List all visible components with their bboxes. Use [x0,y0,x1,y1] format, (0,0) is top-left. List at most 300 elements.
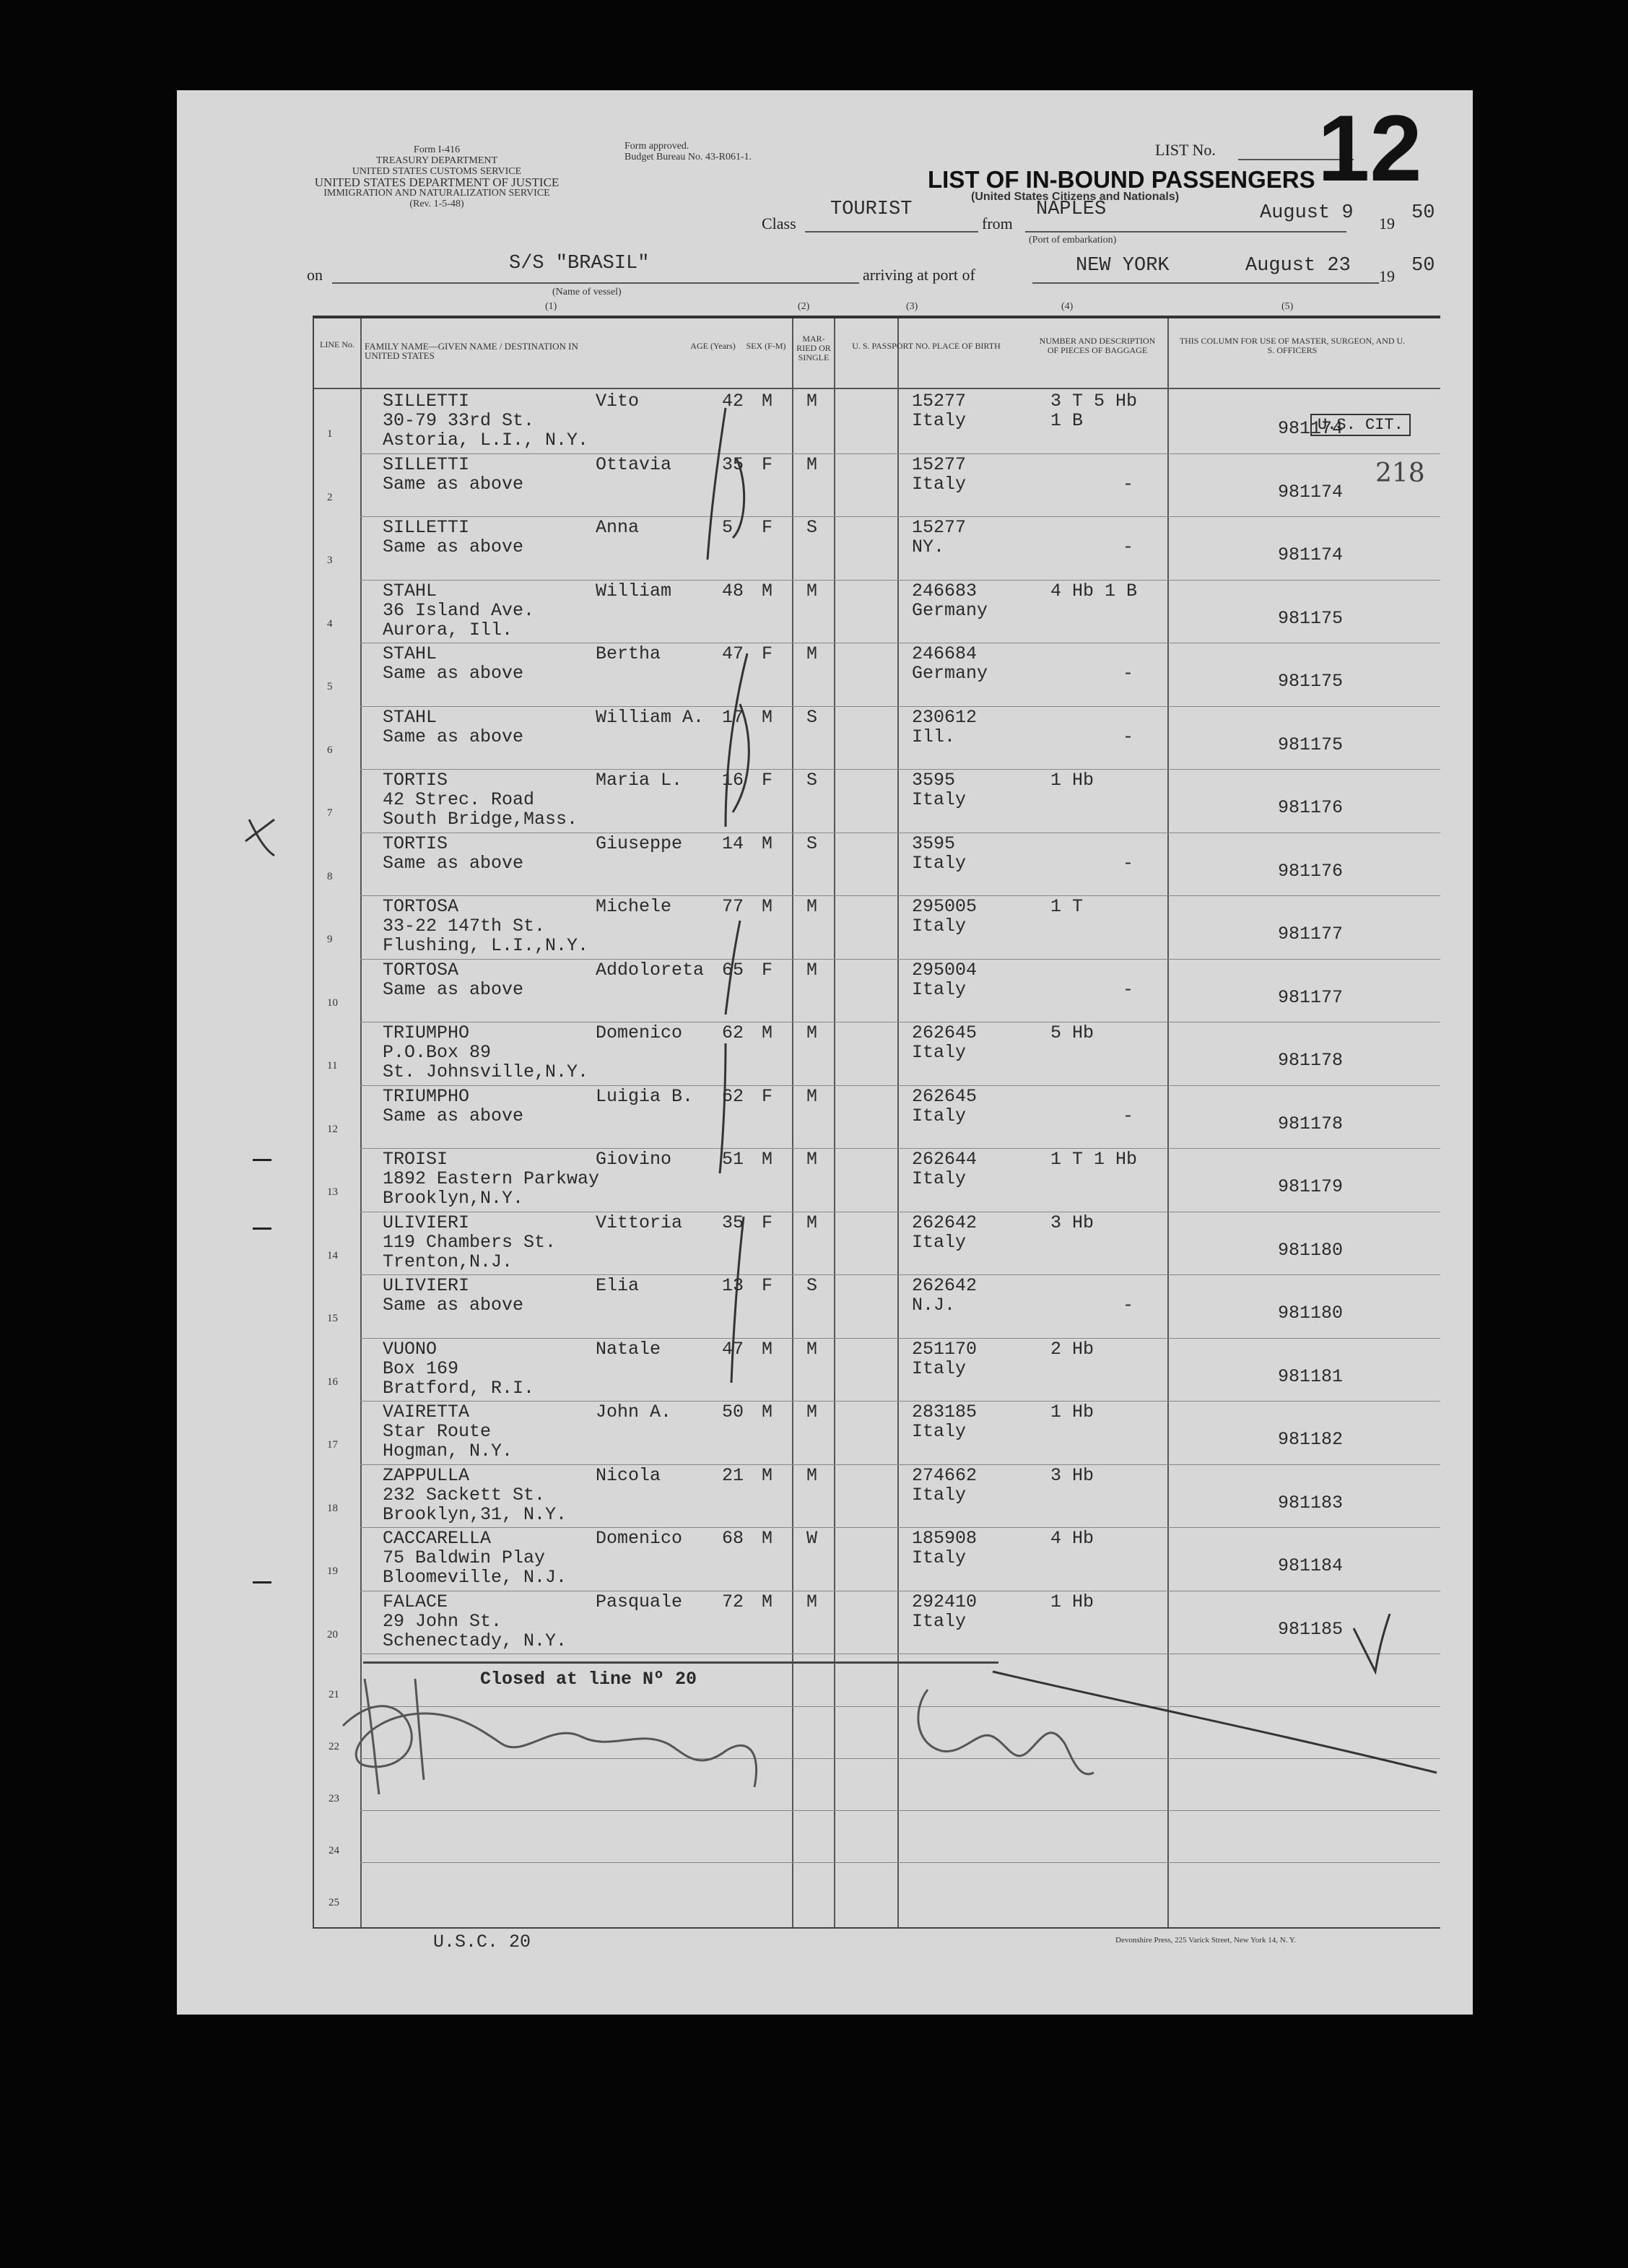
officer-number: 981174 [1278,481,1344,503]
arrival-date: August 23 [1245,255,1351,277]
col-head-passport: U. S. PASSPORT NO. PLACE OF BIRTH [852,341,1001,351]
passport-number: 15277 [912,453,967,475]
place-of-birth: Italy [912,410,967,431]
baggage-line-2: - [1123,1105,1134,1126]
place-of-birth: Italy [912,1042,967,1063]
passport-number: 262644 [912,1149,978,1170]
passenger-age: 16 [722,770,744,791]
passport-number: 283185 [912,1402,978,1422]
embark-caption: (Port of embarkation) [1029,235,1117,246]
line-number: 20 [327,1628,338,1641]
place-of-birth: Italy [912,1610,967,1632]
line-number: 25 [328,1897,339,1908]
line-number: 6 [327,744,333,756]
dept-justice: UNITED STATES DEPARTMENT OF JUSTICE [314,175,560,189]
list-no-label: LIST No. [1155,141,1216,159]
marital-status: S [806,770,818,791]
officer-number: 981180 [1278,1239,1344,1261]
passenger-given-name: Elia [596,1275,640,1296]
place-of-birth: Italy [912,789,967,810]
destination-address: Same as above [383,536,524,557]
passenger-age: 51 [722,1149,744,1170]
passenger-surname: SILLETTI [383,453,470,475]
table-row [314,1086,1440,1150]
table-row [314,896,1440,960]
passenger-given-name: Vito [596,391,640,412]
passenger-surname: SILLETTI [383,391,470,412]
citizen-stamp: U.S. CIT. [1310,414,1411,436]
dept-treasury: TREASURY DEPARTMENT [375,155,498,166]
header-divider [314,388,1440,389]
passenger-surname: STAHL [383,580,438,601]
passenger-sex: F [762,453,773,475]
list-subtitle: (United States Citizens and Nationals) [971,191,1180,203]
footer-printer: Devonshire Press, 225 Varick Street, New York 14, N. Y. [1115,1936,1297,1945]
destination-city: Trenton,N.J. [383,1251,513,1272]
line-number: 15 [327,1313,338,1324]
passenger-surname: TORTOSA [383,896,459,917]
closing-note: Closed at line Nº 20 [480,1669,697,1690]
passport-number: 262642 [912,1275,978,1296]
form-number: Form I-416 [413,144,461,155]
passenger-age: 62 [722,1022,744,1043]
place-of-birth: Italy [912,978,967,1000]
passenger-sex: F [762,643,773,664]
line-number: 3 [327,555,333,566]
passenger-sex: M [762,1149,773,1170]
line-number: 5 [327,681,333,692]
destination-address: 30-79 33rd St. [383,410,535,431]
budget-bureau-line: Budget Bureau No. 43-R061-1. [624,152,752,162]
colnum-3: (3) [906,301,918,312]
passenger-age: 5 [722,517,734,538]
passenger-surname: TRIUMPHO [383,1085,470,1107]
marital-status: W [806,1528,818,1549]
marital-status: M [806,1338,818,1360]
officer-number: 981180 [1278,1303,1344,1324]
col-head-line: LINE No. [320,339,354,349]
table-row [314,1149,1440,1212]
marital-status: S [806,1275,818,1296]
place-of-birth: Italy [912,473,967,495]
empty-table-row [314,1810,1440,1862]
line-number: 10 [327,996,338,1009]
officer-number: 981178 [1278,1050,1344,1071]
passenger-surname: STAHL [383,706,438,728]
place-of-birth: Italy [912,1168,967,1189]
baggage-line-1: 4 Hb 1 B [1050,580,1138,601]
table-row [314,707,1440,770]
passenger-given-name: Pasquale [596,1591,683,1612]
passenger-age: 47 [722,643,744,664]
passenger-sex: M [762,1591,773,1612]
line-number: 12 [327,1123,338,1135]
passenger-given-name: Natale [596,1338,661,1360]
passenger-sex: M [762,1402,773,1422]
place-of-birth: Germany [912,663,988,684]
place-of-birth: Ill. [912,726,956,747]
passport-number: 262645 [912,1085,978,1107]
destination-address: 119 Chambers St. [383,1231,557,1253]
passenger-sex: F [762,770,773,791]
passenger-sex: M [762,1528,773,1549]
departure-date: August 9 [1260,202,1354,224]
destination-address: Same as above [383,978,524,1000]
passenger-surname: TORTOSA [383,959,459,981]
col-head-married: MAR-RIED OR SINGLE [796,334,831,362]
passenger-sex: M [762,896,773,917]
passport-number: 295005 [912,896,978,917]
passenger-given-name: Anna [596,517,640,538]
passenger-age: 42 [722,391,744,412]
closing-rule [363,1661,998,1664]
officer-number: 981178 [1278,1113,1344,1134]
line-number: 19 [327,1565,338,1577]
passport-number: 15277 [912,391,967,412]
marital-status: M [806,1212,818,1233]
on-label: on [307,266,323,284]
baggage-line-1: 1 Hb [1050,1591,1094,1612]
passport-number: 185908 [912,1528,978,1549]
passenger-age: 35 [722,1212,744,1233]
passenger-given-name: Addoloreta [596,959,705,981]
vessel-name: S/S "BRASIL" [509,253,650,274]
destination-city: Bratford, R.I. [383,1377,535,1399]
place-of-birth: Italy [912,916,967,937]
table-row [314,454,1440,518]
passenger-given-name: Bertha [596,643,661,664]
officer-number: 981181 [1278,1365,1344,1387]
destination-city: Schenectady, N.Y. [383,1630,567,1651]
destination-address: 29 John St. [383,1610,502,1632]
passenger-surname: VAIRETTA [383,1402,470,1422]
passenger-age: 35 [722,453,744,475]
passenger-table [313,316,1440,1929]
col-head-age: AGE (Years) [690,341,736,351]
line-number: 9 [327,934,333,945]
destination-address: 42 Strec. Road [383,789,535,810]
destination-address: Star Route [383,1421,492,1442]
passenger-sex: M [762,1338,773,1360]
destination-city: Brooklyn,N.Y. [383,1188,524,1209]
col-head-baggage: NUMBER AND DESCRIPTION OF PIECES OF BAGGAGE [1039,336,1156,355]
place-of-birth: Germany [912,599,988,621]
passenger-sex: F [762,1085,773,1107]
table-row [314,581,1440,644]
line-number: 14 [327,1249,338,1261]
footer-usc: U.S.C. 20 [433,1932,531,1952]
table-row [314,1212,1440,1276]
destination-address: Same as above [383,726,524,747]
destination-address: Same as above [383,663,524,684]
marital-status: M [806,1464,818,1486]
destination-city: Aurora, Ill. [383,619,513,640]
passenger-sex: F [762,959,773,981]
passport-number: 262645 [912,1022,978,1043]
marital-status: M [806,453,818,475]
marital-status: M [806,1591,818,1612]
passenger-given-name: Maria L. [596,770,683,791]
line-number: 18 [327,1502,338,1514]
passenger-age: 47 [722,1338,744,1360]
list-title: LIST OF IN-BOUND PASSENGERS [928,166,1315,193]
officer-number: 981175 [1278,607,1344,629]
officer-number: 981174 [1278,418,1344,439]
passenger-surname: ULIVIERI [383,1275,470,1296]
colnum-1: (1) [545,301,557,312]
marital-status: M [806,1149,818,1170]
table-row [314,391,1440,454]
table-row [314,517,1440,581]
destination-city: St. Johnsville,N.Y. [383,1061,589,1082]
colnum-5: (5) [1281,301,1294,312]
passenger-age: 77 [722,896,744,917]
destination-city: Astoria, L.I., N.Y. [383,430,589,451]
class-label: Class [762,214,796,233]
colnum-4: (4) [1061,301,1074,312]
arrival-year: 50 [1411,255,1435,277]
table-row [314,1402,1440,1465]
passenger-sex: F [762,517,773,538]
passport-number: 246684 [912,643,978,664]
officer-number: 981175 [1278,734,1344,755]
passport-number: 251170 [912,1338,978,1360]
passenger-surname: FALACE [383,1591,448,1612]
passenger-given-name: Domenico [596,1528,683,1549]
passenger-surname: STAHL [383,643,438,664]
officer-number: 981177 [1278,986,1344,1008]
place-of-birth: Italy [912,1484,967,1506]
marital-status: S [806,517,818,538]
line-number: 24 [328,1845,339,1856]
baggage-line-2: - [1123,536,1134,557]
colnum-2: (2) [798,301,810,312]
line-number: 21 [328,1689,339,1700]
marital-status: S [806,833,818,854]
passenger-given-name: Giovino [596,1149,672,1170]
baggage-line-1: 2 Hb [1050,1338,1094,1360]
passenger-age: 13 [722,1275,744,1296]
marital-status: M [806,896,818,917]
port-underline [1032,282,1379,284]
destination-address: Same as above [383,1105,524,1126]
table-row [314,960,1440,1023]
place-of-birth: Italy [912,1421,967,1442]
dept-customs: UNITED STATES CUSTOMS SERVICE [352,166,522,177]
baggage-line-2: 1 B [1050,410,1084,431]
passport-number: 292410 [912,1591,978,1612]
destination-city: Bloomeville, N.J. [383,1567,567,1588]
baggage-line-2: - [1123,978,1134,1000]
form-revision: (Rev. 1-5-48) [409,199,464,209]
passenger-surname: TRIUMPHO [383,1022,470,1043]
margin-mark [245,820,274,856]
baggage-line-1: 3 T 5 Hb [1050,391,1138,412]
handwritten-annotation: 218 [1375,459,1425,488]
margin-dash [253,1581,271,1583]
passenger-given-name: Domenico [596,1022,683,1043]
passenger-given-name: Vittoria [596,1212,683,1233]
passenger-surname: TORTIS [383,770,448,791]
officer-number: 981174 [1278,544,1344,565]
destination-address: Same as above [383,1295,524,1316]
officer-number: 981175 [1278,671,1344,692]
line-number: 7 [327,807,333,819]
table-row [314,1528,1440,1591]
line-number: 22 [328,1741,339,1752]
officer-number: 981177 [1278,924,1344,944]
passenger-sex: M [762,833,773,854]
marital-status: M [806,1402,818,1422]
line-number: 8 [327,870,333,882]
vessel-caption: (Name of vessel) [552,287,622,297]
destination-address: Box 169 [383,1357,459,1379]
passenger-list-sheet [177,90,1473,2015]
row-rule [360,1862,1440,1863]
passenger-age: 48 [722,580,744,601]
baggage-line-2: - [1123,726,1134,747]
destination-city: Hogman, N.Y. [383,1441,513,1461]
marital-status: M [806,959,818,981]
passenger-age: 62 [722,1085,744,1107]
form-approval [624,141,752,162]
passenger-sex: M [762,1464,773,1486]
table-row [314,833,1440,897]
passport-number: 3595 [912,770,956,791]
line-number: 13 [327,1186,338,1198]
row-rule [360,1810,1440,1811]
officer-number: 981182 [1278,1429,1344,1450]
passenger-surname: TROISI [383,1149,448,1170]
passenger-age: 17 [722,706,744,728]
passenger-sex: F [762,1212,773,1233]
destination-address: 75 Baldwin Play [383,1547,546,1568]
empty-table-row [314,1706,1440,1758]
baggage-line-2: - [1123,473,1134,495]
destination-address: Same as above [383,852,524,874]
line-number: 4 [327,617,333,630]
passenger-given-name: William [596,580,672,601]
passenger-surname: VUONO [383,1338,438,1360]
line-number: 11 [327,1060,338,1072]
col-head-officers: THIS COLUMN FOR USE OF MASTER, SURGEON, AND U. S. OFFICERS [1179,336,1406,355]
table-row [314,643,1440,707]
passenger-given-name: Michele [596,896,672,917]
table-row [314,1275,1440,1339]
passenger-surname: ZAPPULLA [383,1464,470,1486]
destination-address: 36 Island Ave. [383,599,535,621]
officer-number: 981183 [1278,1492,1344,1513]
destination-address: 232 Sackett St. [383,1484,546,1506]
passport-number: 230612 [912,706,978,728]
from-underline [1025,231,1346,233]
year-prefix: 19 [1379,214,1395,233]
list-number: 12 [1318,95,1422,201]
margin-dash [253,1159,271,1161]
passenger-sex: M [762,1022,773,1043]
place-of-birth: Italy [912,1357,967,1379]
passenger-given-name: Ottavia [596,453,672,475]
table-row [314,1022,1440,1086]
passport-number: 295004 [912,959,978,981]
place-of-birth: NY. [912,536,945,557]
row-rule [360,1758,1440,1759]
destination-city: South Bridge,Mass. [383,809,578,830]
vessel-underline [332,282,859,284]
form-header-left [289,144,585,209]
baggage-line-1: 4 Hb [1050,1528,1094,1549]
passenger-surname: SILLETTI [383,517,470,538]
place-of-birth: Italy [912,1547,967,1568]
passport-number: 246683 [912,580,978,601]
marital-status: M [806,580,818,601]
baggage-line-2: - [1123,663,1134,684]
destination-city: Brooklyn,31, N.Y. [383,1503,567,1525]
passenger-given-name: John A. [596,1402,672,1422]
place-of-birth: Italy [912,1231,967,1253]
baggage-line-1: 3 Hb [1050,1212,1094,1233]
col-head-name: FAMILY NAME—GIVEN NAME / DESTINATION IN UNITED STATES [365,341,578,361]
baggage-line-1: 1 T 1 Hb [1050,1149,1138,1170]
destination-address: 1892 Eastern Parkway [383,1168,600,1189]
table-row [314,1591,1440,1655]
place-of-birth: Italy [912,852,967,874]
passenger-sex: M [762,391,773,412]
empty-table-row [314,1758,1440,1810]
marital-status: M [806,391,818,412]
passenger-age: 68 [722,1528,744,1549]
passenger-given-name: Giuseppe [596,833,683,854]
passport-number: 3595 [912,833,956,854]
passenger-surname: ULIVIERI [383,1212,470,1233]
empty-table-row [314,1862,1440,1914]
passport-number: 274662 [912,1464,978,1486]
arrival-port: NEW YORK [1076,255,1170,277]
baggage-line-1: 1 Hb [1050,770,1094,791]
passenger-age: 14 [722,833,744,854]
officer-number: 981176 [1278,860,1344,882]
passenger-surname: CACCARELLA [383,1528,492,1549]
from-value: NAPLES [1036,199,1107,220]
place-of-birth: Italy [912,1105,967,1126]
officer-number: 981184 [1278,1555,1344,1576]
destination-address: Same as above [383,473,524,495]
table-row [314,770,1440,833]
passenger-age: 72 [722,1591,744,1612]
place-of-birth: N.J. [912,1295,956,1316]
passenger-sex: M [762,706,773,728]
baggage-line-1: 1 Hb [1050,1402,1094,1422]
row-rule [360,1706,1440,1707]
baggage-line-2: - [1123,852,1134,874]
destination-city: Flushing, L.I.,N.Y. [383,935,589,956]
line-number: 17 [327,1439,338,1451]
officer-number: 981185 [1278,1618,1344,1640]
class-underline [805,231,978,233]
marital-status: M [806,1022,818,1043]
marital-status: M [806,1085,818,1107]
departure-year: 50 [1411,202,1435,224]
table-row [314,1465,1440,1529]
baggage-line-1: 5 Hb [1050,1022,1094,1043]
passport-number: 15277 [912,517,967,538]
marital-status: M [806,643,818,664]
margin-dash [253,1228,271,1230]
passenger-age: 50 [722,1402,744,1422]
passenger-given-name: Luigia B. [596,1085,694,1107]
officer-number: 981179 [1278,1176,1344,1197]
arriving-label: arriving at port of [863,266,975,284]
